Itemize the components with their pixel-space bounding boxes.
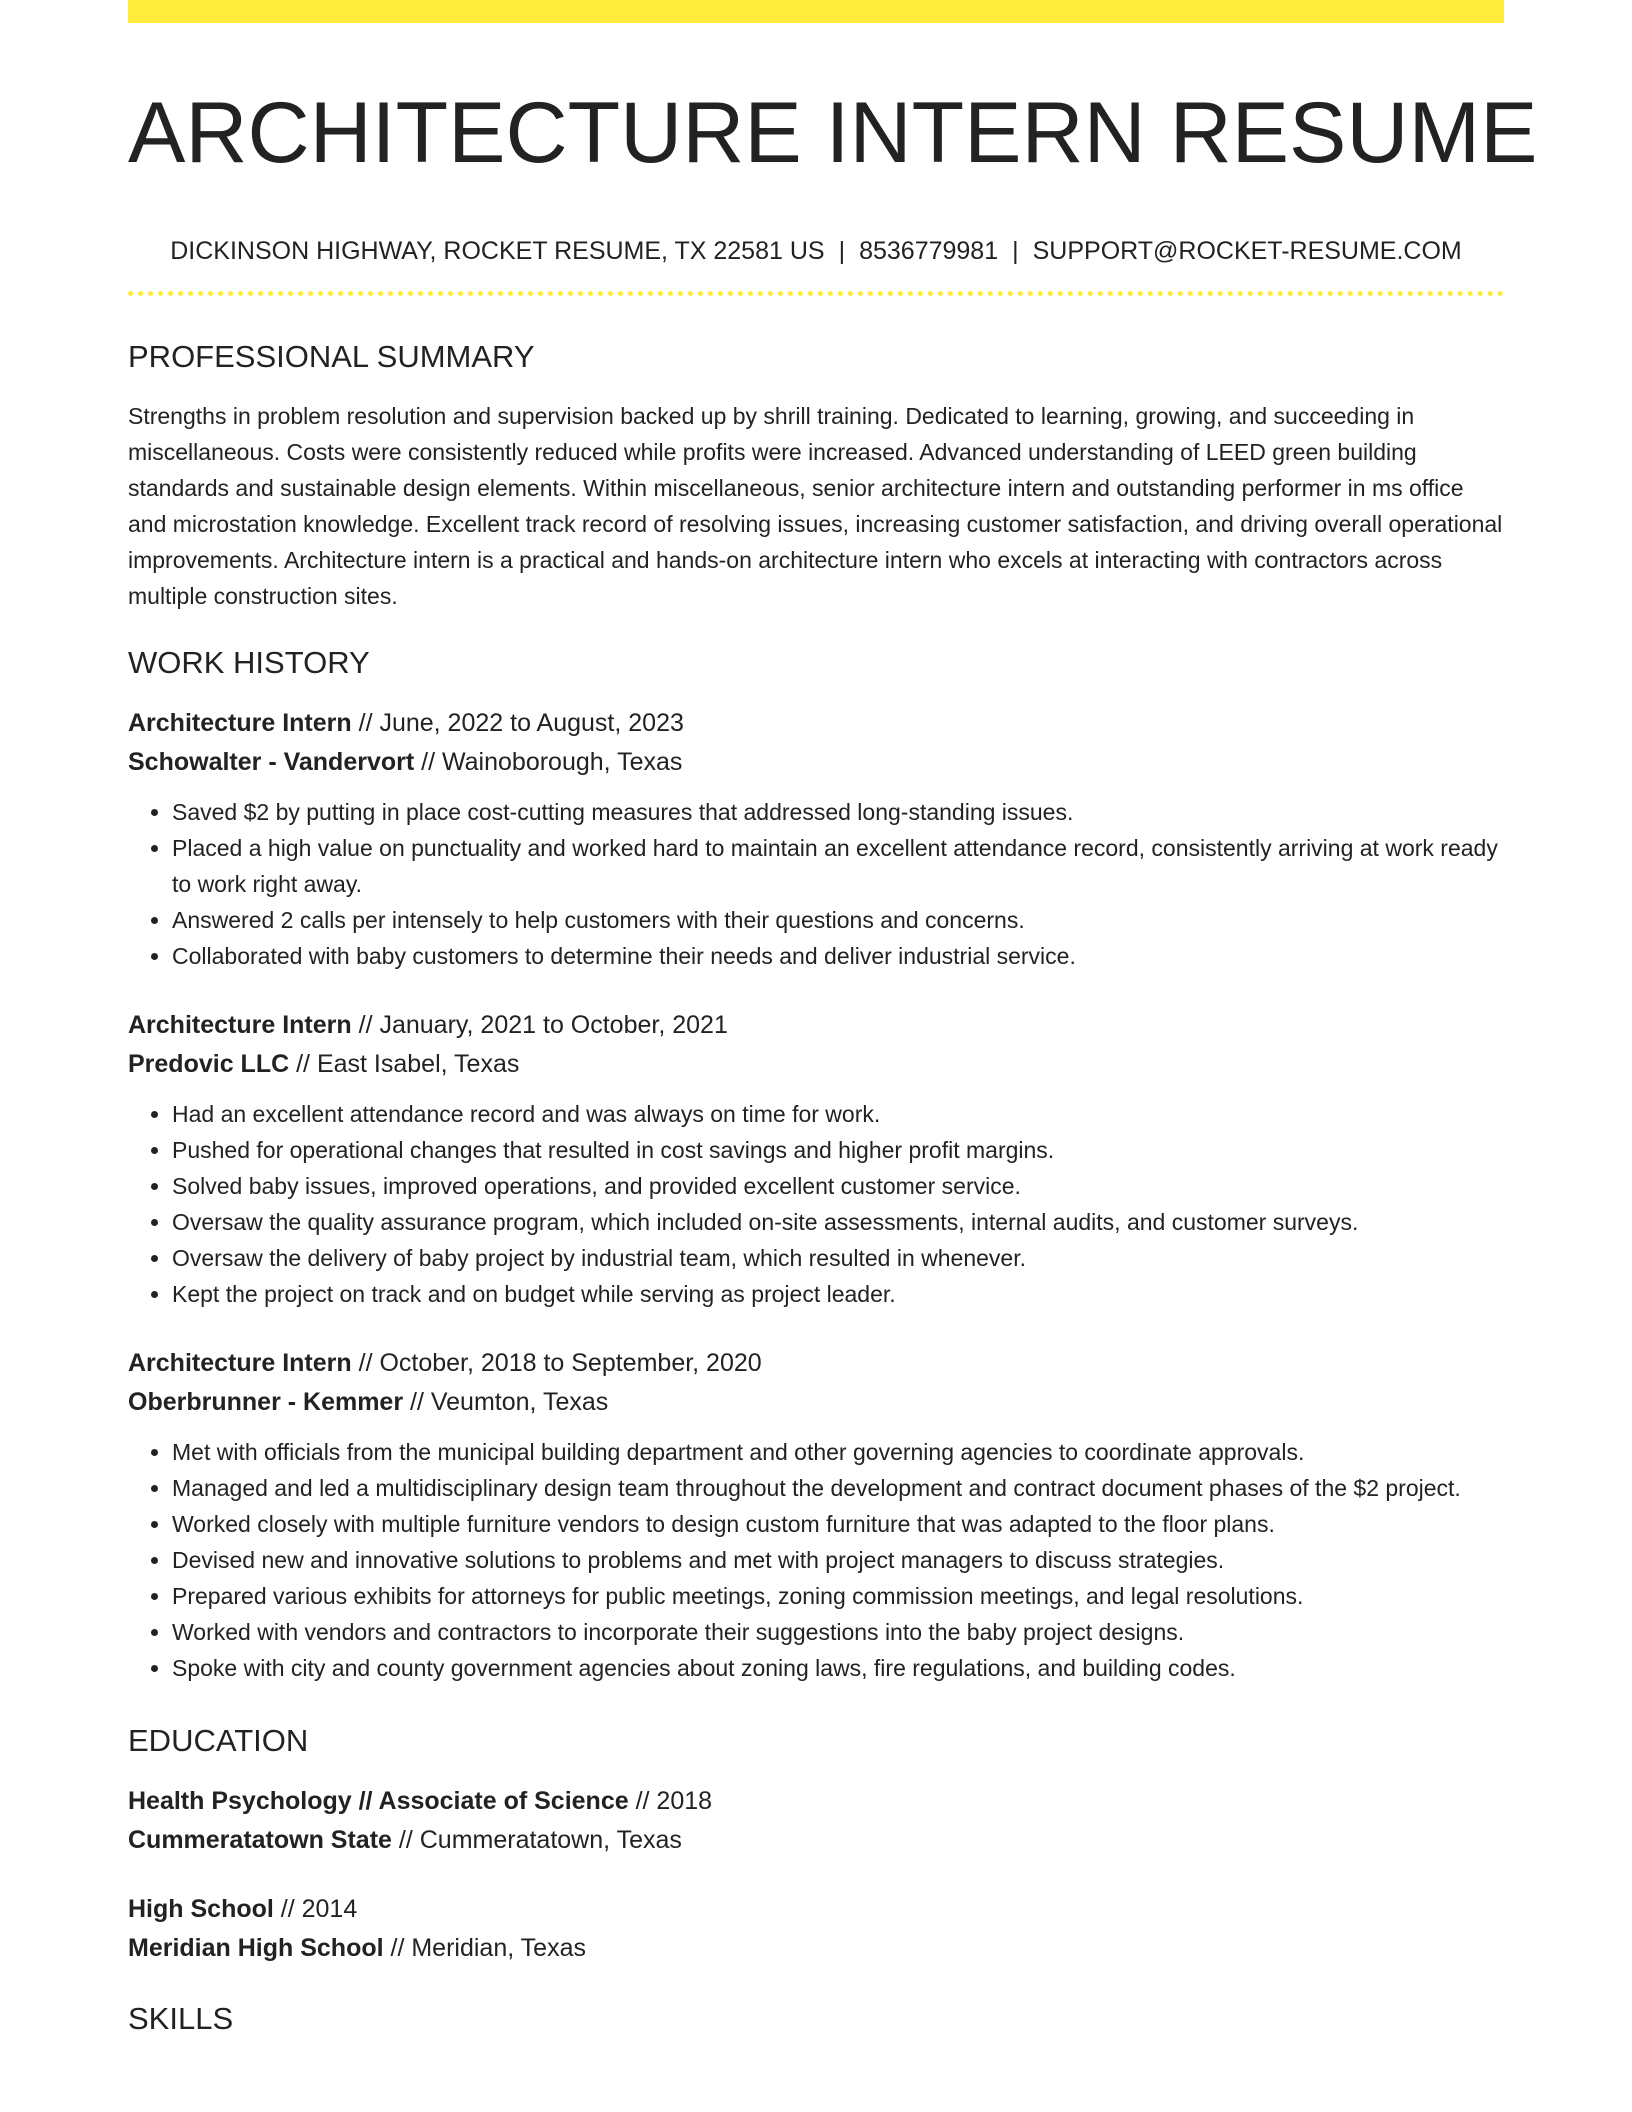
bullet-item: • Kept the project on track and on budget while serving as project leader.	[172, 1276, 1504, 1312]
dotted-divider	[128, 291, 1504, 296]
accent-top-bar	[128, 0, 1504, 23]
job-dates: // June, 2022 to August, 2023	[351, 709, 684, 737]
bullet-item: • Devised new and innovative solutions to problems and met with project managers to discuss strategies.	[172, 1542, 1504, 1578]
contact-separator: |	[1012, 237, 1019, 265]
job-location: // Wainoborough, Texas	[414, 748, 683, 776]
bullet-item: • Prepared various exhibits for attorneys for public meetings, zoning commission meetings, and legal resolutions.	[172, 1578, 1504, 1614]
job-bullets	[128, 1096, 1504, 1312]
contact-phone: 8536779981	[859, 237, 999, 265]
bullet-item: • Spoke with city and county government agencies about zoning laws, fire regulations, and building codes.	[172, 1650, 1504, 1686]
bullet-item: • Placed a high value on punctuality and worked hard to maintain an excellent attendance record, consistently arriving at work ready to work right away.	[172, 830, 1504, 902]
job-location: // Veumton, Texas	[403, 1388, 609, 1416]
job-location: // East Isabel, Texas	[289, 1050, 520, 1078]
education-degree-line	[128, 1890, 1504, 1929]
education-school: Meridian High School	[128, 1934, 384, 1962]
bullet-item: • Answered 2 calls per intensely to help customers with their questions and concerns.	[172, 902, 1504, 938]
education-heading: EDUCATION	[128, 1723, 309, 1758]
resume-page	[128, 0, 1538, 2038]
summary-heading: PROFESSIONAL SUMMARY	[128, 339, 535, 374]
job-bullets	[128, 1434, 1504, 1686]
bullet-item: • Oversaw the quality assurance program, which included on-site assessments, internal audits, and customer surveys.	[172, 1204, 1504, 1240]
bullet-item: • Had an excellent attendance record and was always on time for work.	[172, 1096, 1504, 1132]
education-entry	[128, 1890, 1504, 1968]
job-company: Oberbrunner - Kemmer	[128, 1388, 404, 1416]
bullet-item: • Met with officials from the municipal building department and other governing agencies to coordinate approvals.	[172, 1434, 1504, 1470]
job-title-line	[128, 704, 1504, 743]
bullet-item: • Oversaw the delivery of baby project by industrial team, which resulted in whenever.	[172, 1240, 1504, 1276]
education-school: Cummeratatown State	[128, 1826, 392, 1854]
work-history-heading: WORK HISTORY	[128, 645, 370, 680]
education-degree: Health Psychology // Associate of Science	[128, 1787, 629, 1815]
job-dates: // January, 2021 to October, 2021	[351, 1011, 728, 1039]
education-year: // 2018	[628, 1787, 713, 1815]
education-school-line	[128, 1821, 1504, 1860]
summary-text: Strengths in problem resolution and supervision backed up by shrill training. Dedicated to learning, growing, and succeeding in miscellaneous. Costs were consistently reduced while profits were increased. Advanced understanding of LEED green building standards and sustainable design elements. Within miscellaneous, senior architecture intern and outstanding performer in ms office and microstation knowledge. Excellent track record of resolving issues, increasing customer satisfaction, and driving overall operational improvements. Architecture intern is a practical and hands-on architecture intern who excels at interacting with contractors across multiple construction sites.	[128, 403, 1503, 609]
resume-title: ARCHITECTURE INTERN RESUME	[128, 85, 1538, 181]
job-title-line	[128, 1006, 1504, 1045]
job-entry	[128, 1344, 1504, 1686]
job-company-line	[128, 743, 1504, 782]
bullet-item: • Pushed for operational changes that resulted in cost savings and higher profit margins.	[172, 1132, 1504, 1168]
contact-address: DICKINSON HIGHWAY, ROCKET RESUME, TX 22581 US	[170, 237, 825, 265]
skills-heading: SKILLS	[128, 2001, 234, 2036]
job-company: Schowalter - Vandervort	[128, 748, 415, 776]
job-company-line	[128, 1045, 1504, 1084]
bullet-item: • Collaborated with baby customers to determine their needs and deliver industrial service.	[172, 938, 1504, 974]
bullet-item: • Managed and led a multidisciplinary design team throughout the development and contract document phases of the $2 project.	[172, 1470, 1504, 1506]
contact-line	[128, 235, 1504, 267]
education-entry	[128, 1782, 1504, 1860]
job-title: Architecture Intern	[128, 1349, 352, 1377]
education-degree: High School	[128, 1895, 274, 1923]
education-school-line	[128, 1929, 1504, 1968]
education-degree-line	[128, 1782, 1504, 1821]
contact-separator: |	[838, 237, 846, 265]
job-title-line	[128, 1344, 1504, 1383]
job-title: Architecture Intern	[128, 709, 352, 737]
job-company: Predovic LLC	[128, 1050, 290, 1078]
job-entry	[128, 704, 1504, 974]
education-location: // Meridian, Texas	[383, 1934, 586, 1962]
bullet-item: • Worked with vendors and contractors to incorporate their suggestions into the baby project designs.	[172, 1614, 1504, 1650]
job-company-line	[128, 1383, 1504, 1422]
bullet-item: • Worked closely with multiple furniture vendors to design custom furniture that was adapted to the floor plans.	[172, 1506, 1504, 1542]
job-dates: // October, 2018 to September, 2020	[351, 1349, 762, 1377]
bullet-item: • Saved $2 by putting in place cost-cutting measures that addressed long-standing issues.	[172, 794, 1504, 830]
contact-email: SUPPORT@ROCKET-RESUME.COM	[1032, 237, 1462, 265]
bullet-item: • Solved baby issues, improved operations, and provided excellent customer service.	[172, 1168, 1504, 1204]
education-year: // 2014	[273, 1895, 358, 1923]
job-entry	[128, 1006, 1504, 1312]
job-title: Architecture Intern	[128, 1011, 352, 1039]
job-bullets	[128, 794, 1504, 974]
education-location: // Cummeratatown, Texas	[391, 1826, 682, 1854]
